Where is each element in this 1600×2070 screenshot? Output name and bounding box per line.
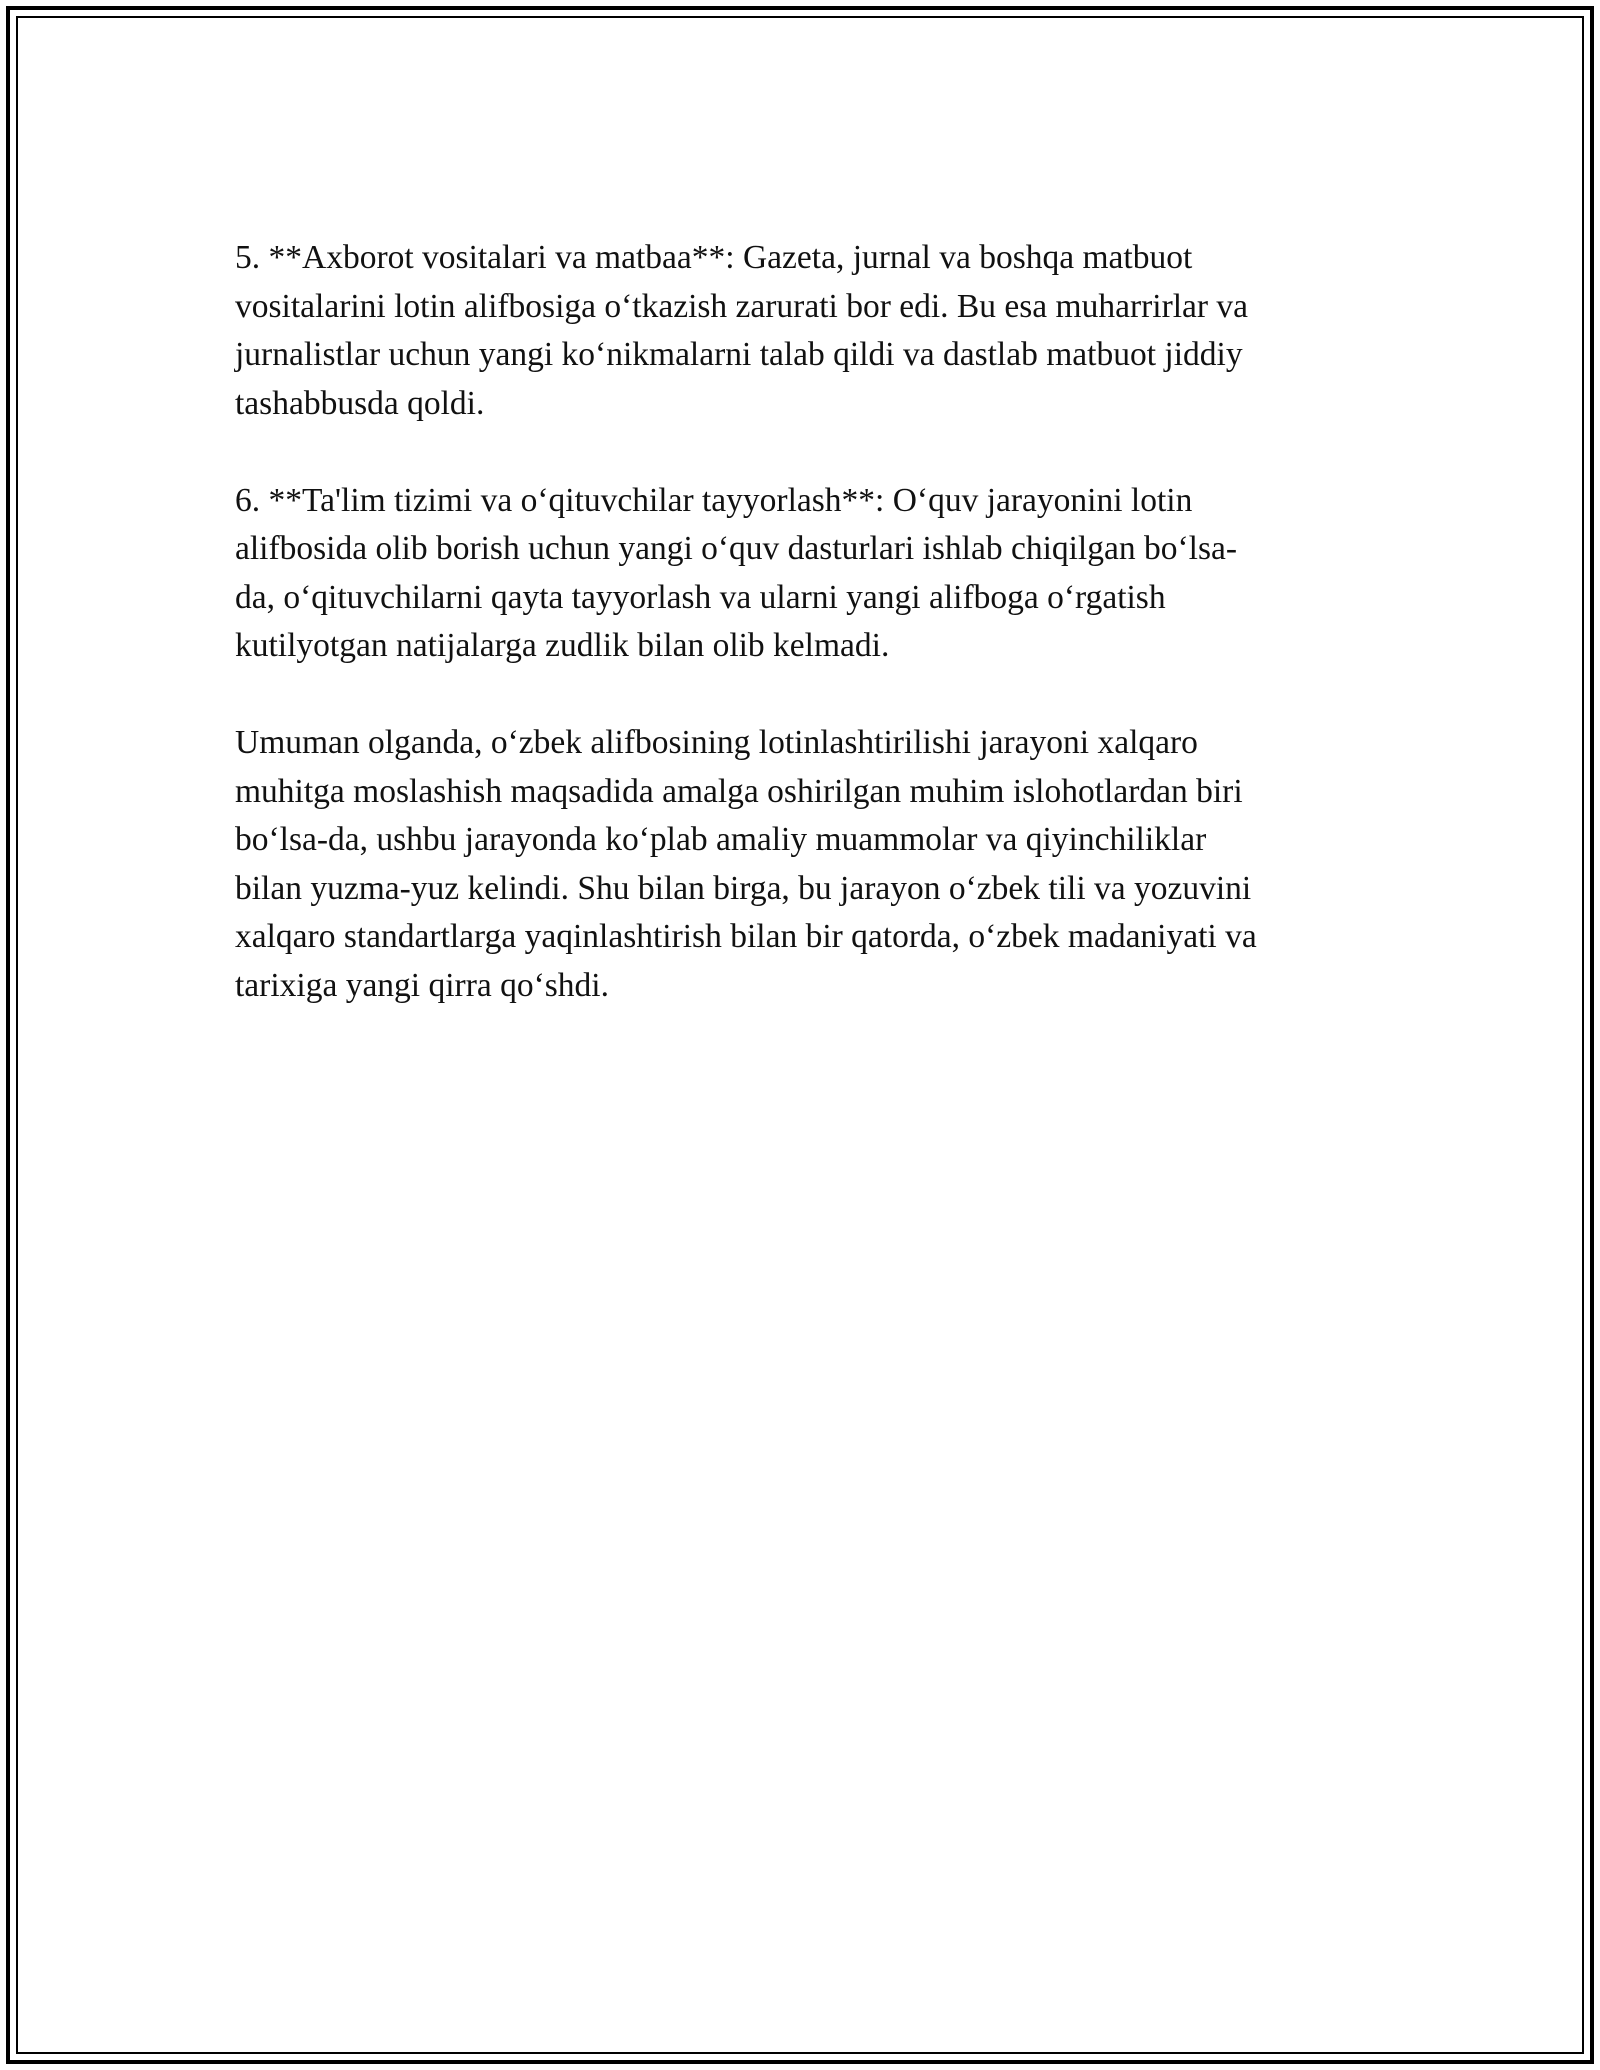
paragraph-talim-tizimi [235, 477, 1365, 671]
text-line: 5. **Axborot vositalari va matbaa**: Gazeta, jurnal va boshqa matbuot [235, 239, 1193, 276]
text-line: Umuman olganda, o‘zbek alifbosining lotinlashtirilishi jarayoni xalqaro [235, 724, 1198, 761]
text-line: muhitga moslashish maqsadida amalga oshirilgan muhim islohotlardan biri [235, 772, 1243, 810]
text-line: kutilyotgan natijalarga zudlik bilan olib kelmadi. [235, 627, 890, 664]
text-line: da, o‘qituvchilarni qayta tayyorlash va ularni yangi alifboga o‘rgatish [235, 578, 1166, 616]
paragraph-conclusion [235, 719, 1365, 1010]
text-line: vositalarini lotin alifbosiga o‘tkazish zarurati bor edi. Bu esa muharrirlar va [235, 287, 1249, 325]
text-line: alifbosida olib borish uchun yangi o‘quv dasturlari ishlab chiqilgan bo‘lsa- [235, 530, 1238, 567]
document-body [235, 234, 1365, 1059]
paragraph-axborot-vositalari [235, 234, 1365, 428]
text-line: 6. **Ta'lim tizimi va o‘qituvchilar tayyorlash**: O‘quv jarayonini lotin [235, 481, 1193, 519]
text-line: jurnalistlar uchun yangi ko‘nikmalarni talab qildi va dastlab matbuot jiddiy [235, 336, 1243, 373]
text-line: tarixiga yangi qirra qo‘shdi. [235, 966, 609, 1004]
text-line: bilan yuzma-yuz kelindi. Shu bilan birga, bu jarayon o‘zbek tili va yozuvini [235, 869, 1252, 907]
text-line: xalqaro standartlarga yaqinlashtirish bilan bir qatorda, o‘zbek madaniyati va [235, 918, 1257, 955]
text-line: tashabbusda qoldi. [235, 384, 485, 422]
text-line: bo‘lsa-da, ushbu jarayonda ko‘plab amaliy muammolar va qiyinchiliklar [235, 821, 1207, 858]
